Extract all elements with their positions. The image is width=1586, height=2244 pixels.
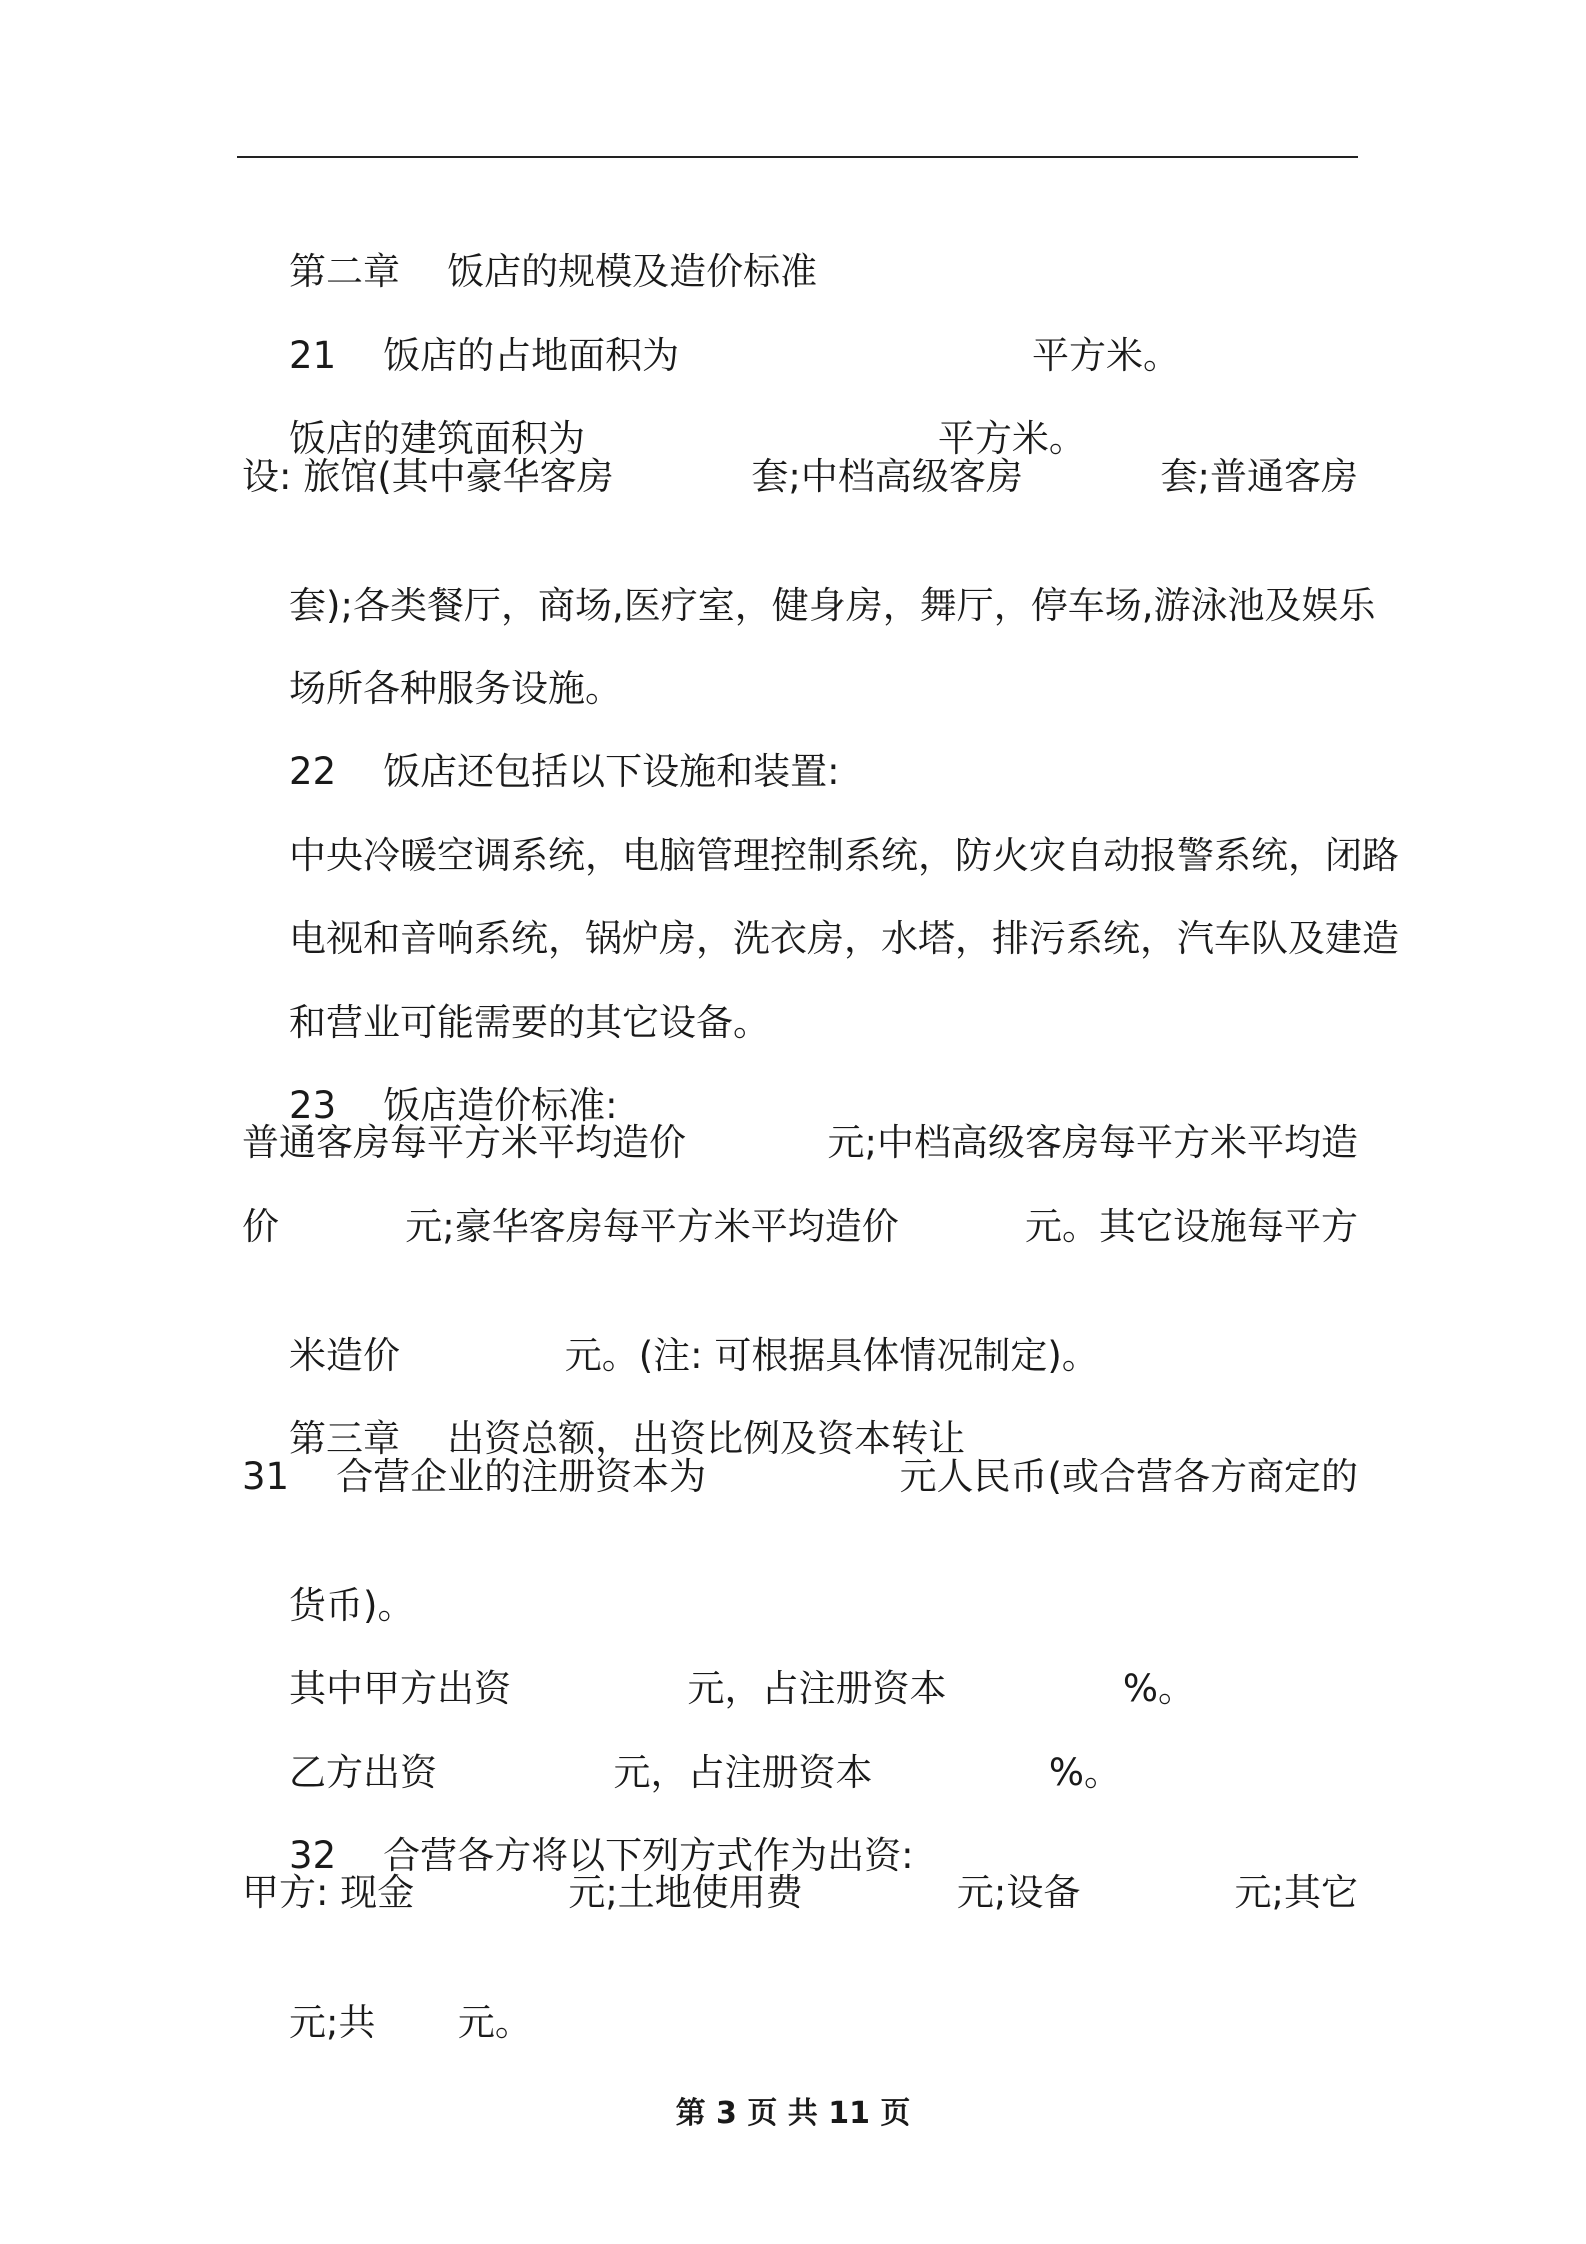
- clause-31-capital: [242, 1454, 1358, 1500]
- text-segment: 32 合营各方将以下列方式作为出资:: [289, 1834, 914, 1877]
- text-segment: 套;中档高级客房: [751, 455, 1023, 498]
- text-segment: 甲方: 现金: [242, 1871, 415, 1914]
- text-segment: 元;共 元。: [289, 2001, 532, 2044]
- text-segment: 22 饭店还包括以下设施和装置:: [289, 750, 840, 793]
- header-rule: [237, 156, 1358, 158]
- equipment-line-1: [242, 787, 1400, 877]
- cost-line-1: [242, 1120, 1358, 1166]
- party-a-contribution: [242, 1620, 1358, 1710]
- text-segment: 场所各种服务设施。: [289, 667, 623, 710]
- clause-32-heading: [242, 1787, 1358, 1877]
- chapter-2-heading: [242, 203, 1358, 293]
- text-segment: 其中甲方出资 元，占注册资本 %。: [289, 1667, 1196, 1710]
- text-segment: 设: 旅馆(其中豪华客房: [242, 455, 614, 498]
- text-segment: 21 饭店的占地面积为 平方米。: [289, 334, 1181, 377]
- party-a-breakdown: [242, 1870, 1358, 1916]
- text-segment: 套);各类餐厅，商场,医疗室，健身房，舞厅，停车场,游泳池及娱乐: [289, 584, 1376, 627]
- text-segment: 元;其它: [1234, 1871, 1358, 1914]
- chapter-3-heading: [242, 1370, 1358, 1460]
- text-segment: 电视和音响系统，锅炉房，洗衣房，水塔，排污系统，汽车队及建造: [289, 917, 1400, 960]
- text-segment: 饭店的建筑面积为 平方米。: [289, 417, 1086, 460]
- text-segment: 普通客房每平方米平均造价: [242, 1121, 686, 1164]
- text-segment: 和营业可能需要的其它设备。: [289, 1001, 771, 1044]
- clause-21-land-area: [242, 287, 1358, 377]
- page-number-footer: 第 3 页 共 11 页: [675, 2096, 911, 2131]
- clause-22-heading: [242, 703, 1358, 793]
- text-segment: 套;普通客房: [1160, 455, 1358, 498]
- building-area-line: [242, 370, 1358, 460]
- text-segment: 货币)。: [289, 1584, 415, 1627]
- party-a-total: [242, 1954, 1358, 2044]
- text-segment: 乙方出资 元，占注册资本 %。: [289, 1751, 1122, 1794]
- facilities-line-3: [242, 620, 1358, 710]
- clause-23-heading: [242, 1037, 1358, 1127]
- text-segment: 米造价 元。(注: 可根据具体情况制定)。: [289, 1334, 1099, 1377]
- text-segment: 元;土地使用费: [568, 1871, 803, 1914]
- text-segment: 元;豪华客房每平方米平均造价: [405, 1205, 899, 1248]
- text-segment: 23 饭店造价标准:: [289, 1084, 618, 1127]
- text-segment: 第二章 饭店的规模及造价标准: [289, 250, 818, 293]
- text-segment: 31 合营企业的注册资本为: [242, 1455, 707, 1498]
- text-segment: 元。其它设施每平方: [1025, 1205, 1358, 1248]
- cost-line-2: [242, 1204, 1358, 1250]
- cost-line-3: [242, 1287, 1358, 1377]
- facilities-line-1: [242, 454, 1358, 500]
- facilities-line-2: [242, 537, 1376, 627]
- text-segment: 元;设备: [956, 1871, 1081, 1914]
- text-segment: 元人民币(或合营各方商定的: [899, 1455, 1358, 1498]
- party-b-contribution: [242, 1704, 1358, 1794]
- equipment-line-2: [242, 870, 1400, 960]
- currency-line: [242, 1537, 1358, 1627]
- text-segment: 中央冷暖空调系统，电脑管理控制系统，防火灾自动报警系统，闭路: [289, 834, 1400, 877]
- text-segment: 元;中档高级客房每平方米平均造: [827, 1121, 1358, 1164]
- text-segment: 第三章 出资总额，出资比例及资本转让: [289, 1417, 966, 1460]
- equipment-line-3: [242, 954, 1358, 1044]
- text-segment: 价: [242, 1205, 279, 1248]
